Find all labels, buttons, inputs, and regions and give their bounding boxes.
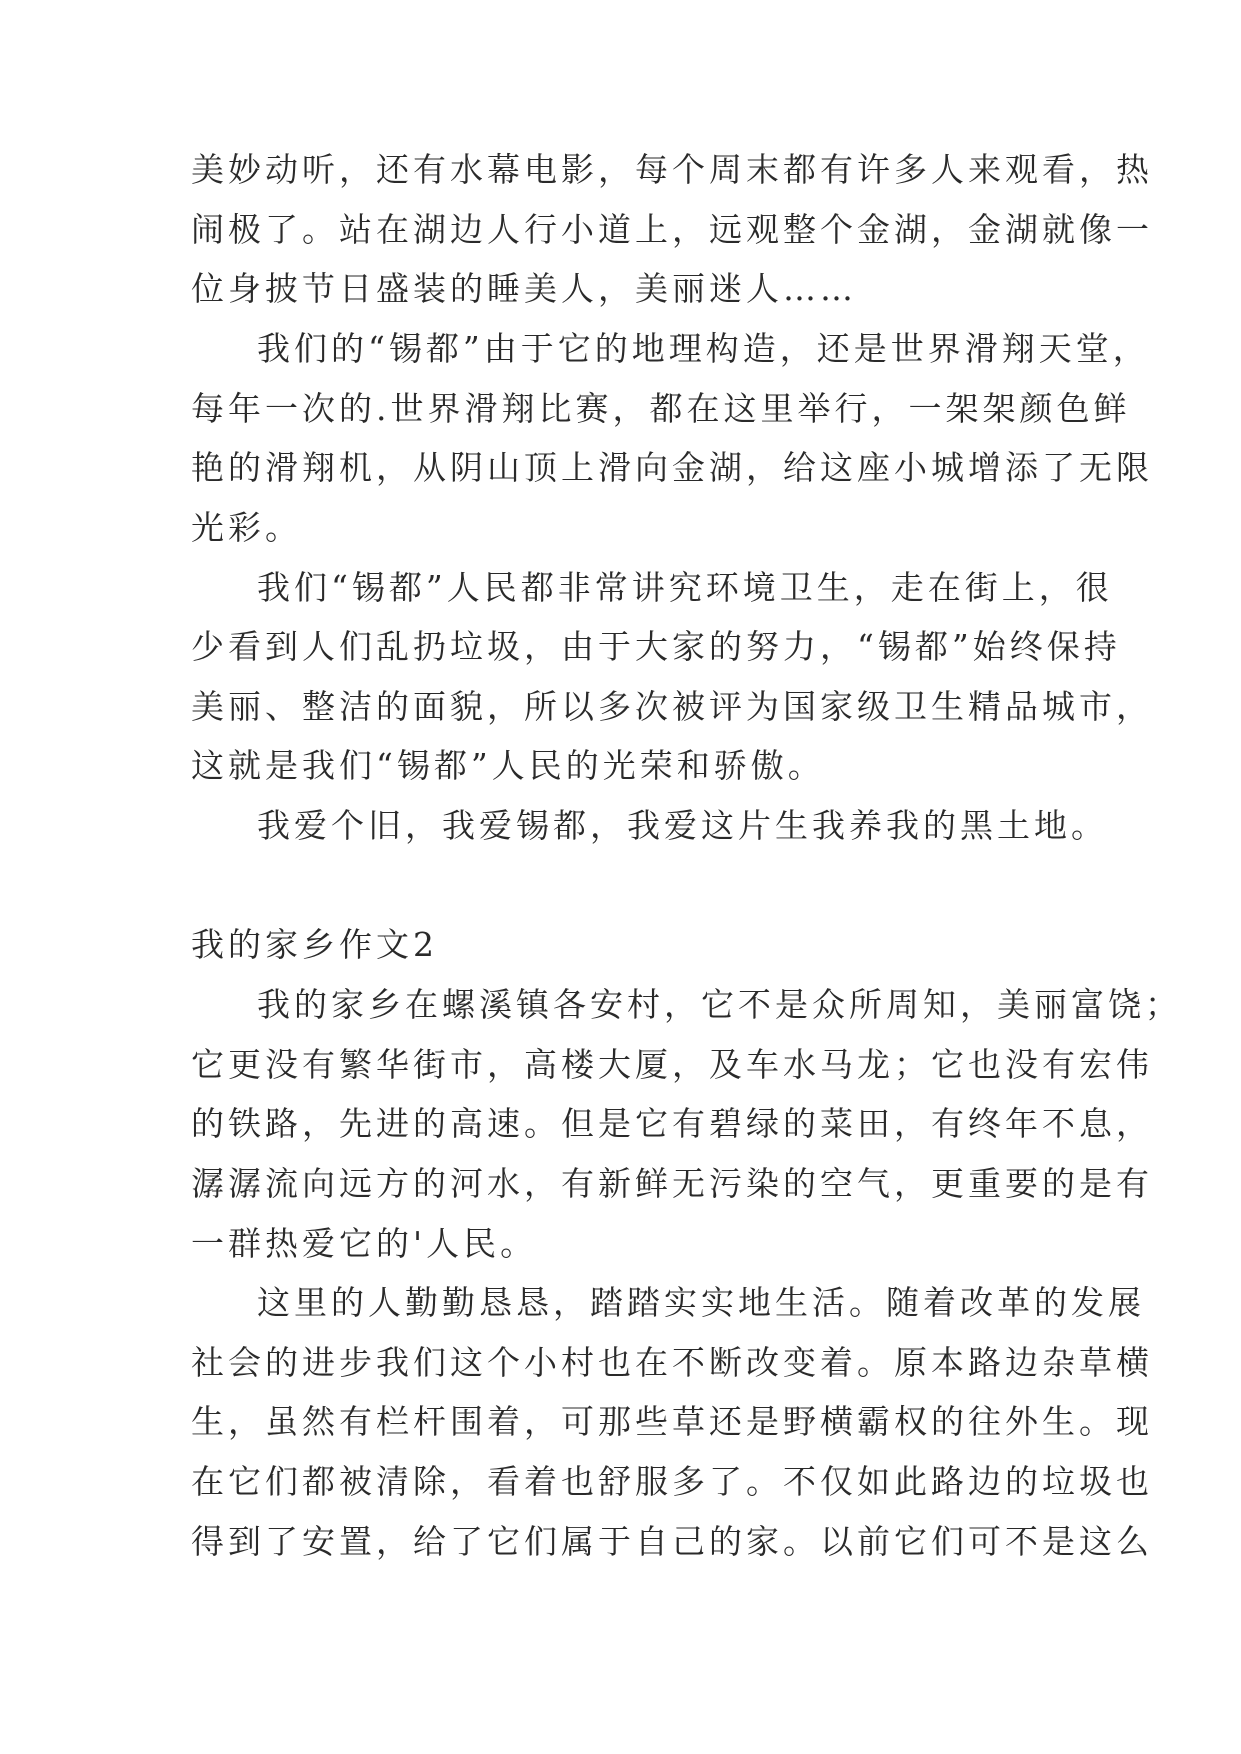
text-line: 这就是我们“锡都”人民的光荣和骄傲。 bbox=[191, 746, 825, 785]
text-line: 少看到人们乱扔垃圾，由于大家的努力，“锡都”始终保持 bbox=[191, 627, 1121, 666]
text-line: 美丽、整洁的面貌，所以多次被评为国家级卫生精品城市， bbox=[191, 687, 1153, 726]
paragraph-start-line: 这里的人勤勤恳恳，踏踏实实地生活。随着改革的发展 bbox=[257, 1283, 1145, 1322]
text-line: 生，虽然有栏杆围着，可那些草还是野横霸权的往外生。现 bbox=[191, 1402, 1153, 1441]
paragraph-start-line: 我爱个旧，我爱锡都，我爱这片生我养我的黑土地。 bbox=[257, 806, 1108, 845]
text-line: 它更没有繁华街市，高楼大厦，及车水马龙；它也没有宏伟 bbox=[191, 1045, 1153, 1084]
text-line: 艳的滑翔机，从阴山顶上滑向金湖，给这座小城增添了无限 bbox=[191, 448, 1153, 487]
text-line: 在它们都被清除，看着也舒服多了。不仅如此路边的垃圾也 bbox=[191, 1462, 1153, 1501]
text-line: 美妙动听，还有水幕电影，每个周末都有许多人来观看，热 bbox=[191, 150, 1153, 189]
text-line: 位身披节日盛装的睡美人，美丽迷人…… bbox=[191, 269, 857, 308]
paragraph-start-line: 我的家乡在螺溪镇各安村，它不是众所周知，美丽富饶； bbox=[257, 985, 1182, 1024]
text-line: 社会的进步我们这个小村也在不断改变着。原本路边杂草横 bbox=[191, 1343, 1153, 1382]
paragraph-start-line: 我们的“锡都”由于它的地理构造，还是世界滑翔天堂， bbox=[257, 329, 1150, 368]
text-line: 每年一次的.世界滑翔比赛，都在这里举行，一架架颜色鲜 bbox=[191, 389, 1131, 428]
text-line: 闹极了。站在湖边人行小道上，远观整个金湖，金湖就像一 bbox=[191, 210, 1153, 249]
text-line: 潺潺流向远方的河水，有新鲜无污染的空气，更重要的是有 bbox=[191, 1164, 1153, 1203]
section-heading: 我的家乡作文2 bbox=[191, 925, 438, 964]
text-line: 的铁路，先进的高速。但是它有碧绿的菜田，有终年不息， bbox=[191, 1104, 1153, 1143]
text-line: 一群热爱它的'人民。 bbox=[191, 1224, 538, 1263]
text-line: 光彩。 bbox=[191, 508, 302, 547]
text-line: 得到了安置，给了它们属于自己的家。以前它们可不是这么 bbox=[191, 1522, 1153, 1561]
paragraph-start-line: 我们“锡都”人民都非常讲究环境卫生，走在街上，很 bbox=[257, 568, 1113, 607]
